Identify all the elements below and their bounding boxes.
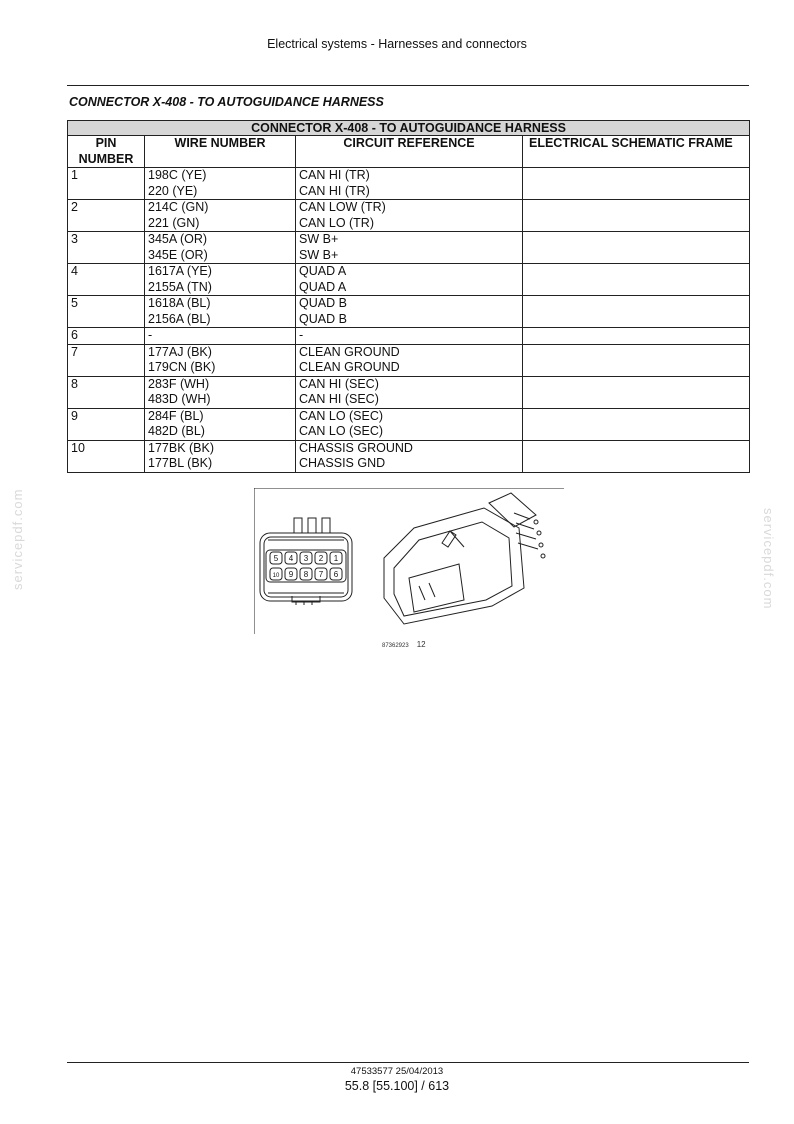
cell-schematic-frame [523, 168, 750, 200]
figure-number: 12 [416, 640, 426, 649]
col-header-pin [68, 136, 145, 168]
wire-number-text: 345A (OR) [148, 232, 208, 246]
cell-circuit-reference [296, 328, 523, 345]
wire-number-text: 214C (GN) [148, 200, 209, 214]
wire-number-text: 198C (YE) [148, 168, 207, 182]
cell-pin: 10 [68, 440, 145, 472]
section-title: CONNECTOR X-408 - TO AUTOGUIDANCE HARNESS [69, 95, 384, 109]
table-row [68, 168, 750, 200]
cell-pin: 4 [68, 264, 145, 296]
cell-schematic-frame [523, 408, 750, 440]
pin-label: 2 [318, 554, 324, 563]
cell-wire-number [145, 376, 296, 408]
figure-caption [382, 640, 426, 649]
wire-number-text: 284F (BL) [148, 408, 204, 423]
circuit-reference-text: CAN HI (SEC) [299, 392, 379, 406]
cell-wire-number [145, 232, 296, 264]
cell-schematic-frame [523, 200, 750, 232]
circuit-reference-text: QUAD A [299, 279, 347, 294]
cell-wire-number [145, 200, 296, 232]
wire-number-text: 179CN (BK) [148, 360, 216, 374]
circuit-reference-text: SW B+ [299, 232, 339, 246]
pin-label: 10 [272, 573, 280, 579]
cell-wire-number [145, 440, 296, 472]
circuit-reference-text: CAN HI (TR) [299, 183, 370, 198]
wire-number-text: 482D (BL) [148, 424, 205, 438]
cell-pin: 6 [68, 328, 145, 345]
cell-wire-number [145, 344, 296, 376]
table-row [68, 440, 750, 472]
table-row [68, 408, 750, 440]
table-body [68, 168, 750, 473]
connector-figure [254, 488, 564, 634]
wire-number-text: 177BK (BK) [148, 440, 215, 455]
wire-number-text: 1618A (BL) [148, 296, 211, 310]
cell-circuit-reference [296, 440, 523, 472]
cell-circuit-reference [296, 296, 523, 328]
wire-number-text: 2155A (TN) [148, 279, 212, 294]
wire-number-text: - [148, 328, 153, 342]
pin-label: 1 [333, 554, 339, 563]
footer-divider [67, 1062, 749, 1063]
footer-page-ref: 55.8 [55.100] / 613 [344, 1079, 450, 1093]
circuit-reference-text: CHASSIS GND [299, 456, 386, 470]
cell-circuit-reference [296, 168, 523, 200]
wire-number-text: 1617A (YE) [148, 264, 212, 278]
cell-wire-number [145, 264, 296, 296]
pin-label: 5 [273, 554, 279, 563]
pin-cavity-grid [270, 552, 342, 580]
table-row [68, 376, 750, 408]
wire-number-text: 2156A (BL) [148, 311, 211, 326]
circuit-reference-text: CLEAN GROUND [299, 360, 400, 374]
col-header-frame: ELECTRICAL SCHEMATIC FRAME [523, 136, 750, 168]
cell-pin: 9 [68, 408, 145, 440]
circuit-reference-text: CLEAN GROUND [299, 344, 400, 359]
watermark-right: servicepdf.com [761, 508, 776, 610]
pin-label: 3 [303, 554, 309, 563]
circuit-reference-text: CHASSIS GROUND [299, 440, 413, 455]
circuit-reference-text: QUAD B [299, 311, 347, 326]
cell-wire-number [145, 296, 296, 328]
pin-label: 6 [333, 570, 339, 579]
cell-pin: 2 [68, 200, 145, 232]
cell-schematic-frame [523, 264, 750, 296]
cell-circuit-reference [296, 264, 523, 296]
pin-label: 9 [288, 570, 294, 579]
pin-label: 8 [303, 570, 309, 579]
wire-number-text: 283F (WH) [148, 376, 210, 391]
page-header-title: Electrical systems - Harnesses and connectors [267, 37, 527, 51]
table-title: CONNECTOR X-408 - TO AUTOGUIDANCE HARNESS [68, 121, 750, 136]
pin-label: 7 [318, 570, 324, 579]
cell-wire-number [145, 408, 296, 440]
table-row [68, 264, 750, 296]
header-divider [67, 85, 749, 86]
circuit-reference-text: CAN HI (SEC) [299, 376, 379, 391]
cell-pin: 1 [68, 168, 145, 200]
cell-wire-number [145, 328, 296, 345]
figure-image-code: 87362923 [382, 643, 409, 649]
circuit-reference-text: SW B+ [299, 247, 339, 262]
circuit-reference-text: CAN LO (SEC) [299, 408, 384, 423]
wire-number-text: 220 (YE) [148, 183, 198, 198]
cell-pin: 7 [68, 344, 145, 376]
cell-schematic-frame [523, 296, 750, 328]
table-row [68, 328, 750, 345]
connector-side-view [384, 493, 545, 624]
circuit-reference-text: CAN LO (TR) [299, 215, 374, 230]
col-header-pin-line2: NUMBER [78, 151, 134, 166]
wire-number-text: 221 (GN) [148, 215, 200, 230]
connector-table [67, 120, 750, 473]
circuit-reference-text: CAN HI (TR) [299, 168, 370, 182]
cell-circuit-reference [296, 376, 523, 408]
wire-number-text: 483D (WH) [148, 392, 211, 406]
cell-pin: 5 [68, 296, 145, 328]
col-header-pin-line1: PIN [95, 136, 117, 150]
circuit-reference-text: CAN LO (SEC) [299, 424, 384, 438]
cell-schematic-frame [523, 232, 750, 264]
circuit-reference-text: QUAD B [299, 296, 347, 310]
cell-pin: 8 [68, 376, 145, 408]
connector-illustration [254, 488, 564, 634]
wire-number-text: 177AJ (BK) [148, 344, 212, 359]
table-row [68, 344, 750, 376]
cell-circuit-reference [296, 408, 523, 440]
footer-doc-ref: 47533577 25/04/2013 [350, 1066, 444, 1077]
circuit-reference-text: CAN LOW (TR) [299, 200, 386, 214]
watermark-left: servicepdf.com [10, 488, 25, 590]
cell-schematic-frame [523, 328, 750, 345]
wire-number-text: 177BL (BK) [148, 456, 213, 470]
table-row [68, 200, 750, 232]
cell-circuit-reference [296, 200, 523, 232]
cell-pin: 3 [68, 232, 145, 264]
col-header-wire: WIRE NUMBER [145, 136, 296, 168]
cell-circuit-reference [296, 232, 523, 264]
cell-schematic-frame [523, 376, 750, 408]
cell-wire-number [145, 168, 296, 200]
cell-circuit-reference [296, 344, 523, 376]
table-row [68, 232, 750, 264]
wire-number-text: 345E (OR) [148, 247, 208, 262]
cell-schematic-frame [523, 440, 750, 472]
circuit-reference-text: QUAD A [299, 264, 347, 278]
col-header-circuit: CIRCUIT REFERENCE [296, 136, 523, 168]
pin-label: 4 [288, 554, 294, 563]
circuit-reference-text: - [299, 328, 304, 342]
table-row [68, 296, 750, 328]
cell-schematic-frame [523, 344, 750, 376]
